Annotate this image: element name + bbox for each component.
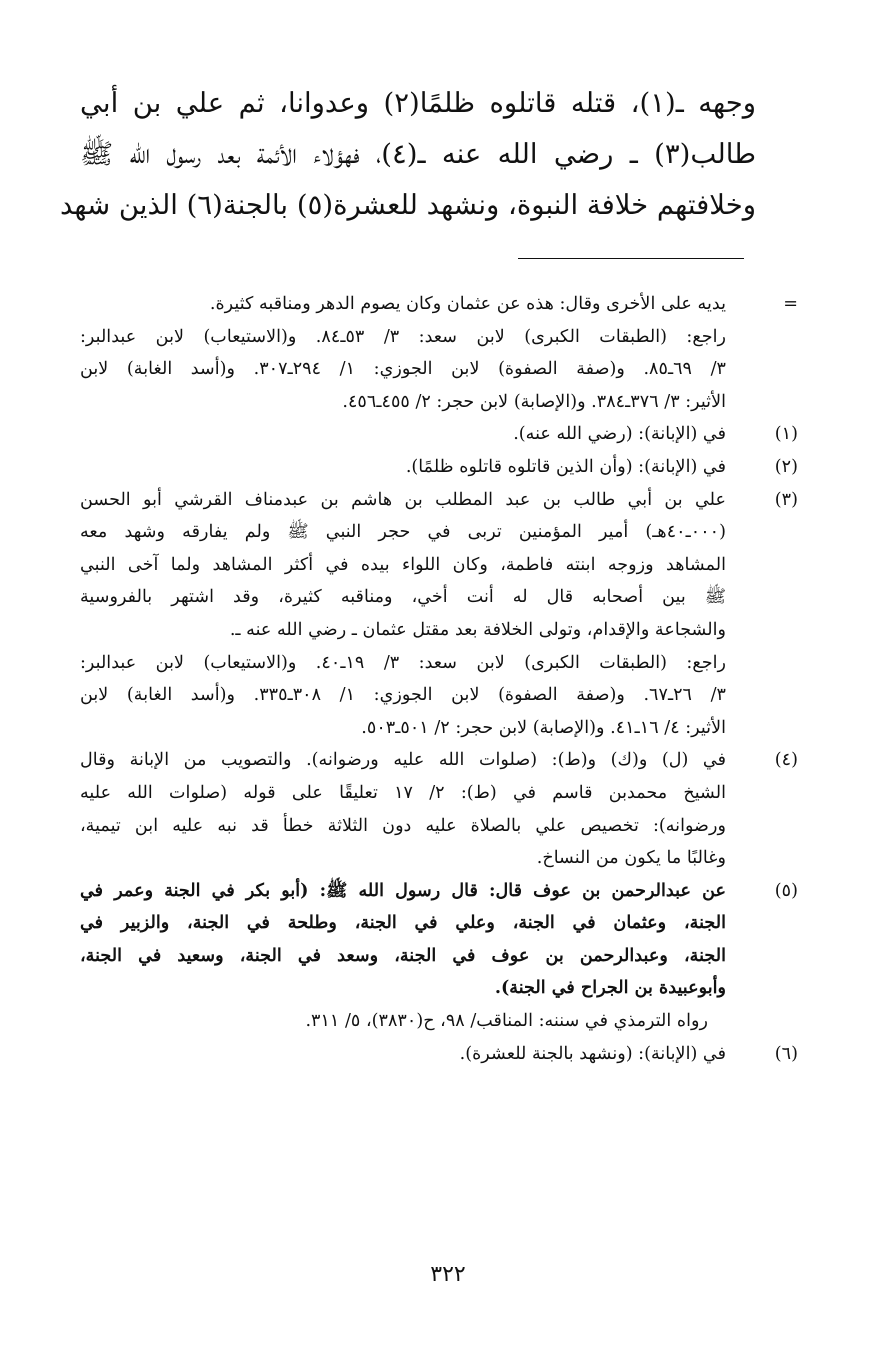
footnote-line: علي بن أبي طالب بن عبد المطلب بن هاشم بن عبدمناف القرشي أبو الحسن <box>80 489 726 510</box>
footnote-line: وأبوعبيدة بن الجراح في الجنة). <box>494 977 726 999</box>
main-text <box>59 78 756 231</box>
footnote-line: رواه الترمذي في سننه: المناقب/ ٩٨، ح(٣٨٣٠)، ٥/ ٣١١. <box>305 1011 708 1032</box>
footnote-line: (٠٠٠ـ٤٠هـ) أمير المؤمنين تربى في حجر النبي ﷺ ولم يفارقه وشهد معه <box>80 522 726 543</box>
footnote-line: وغالبًا ما يكون من النساخ. <box>536 848 726 869</box>
footnote-5 <box>80 875 798 1038</box>
footnote-number: (٣) <box>774 489 798 510</box>
footnote-2 <box>80 451 798 484</box>
page-number: ٣٢٢ <box>430 1262 466 1287</box>
footnote-line: ٣/ ٦٩ـ٨٥. و(صفة الصفوة) لابن الجوزي: ١/ ٢٩٤ـ٣٠٧. و(أسد الغابة) لابن <box>80 359 726 380</box>
footnote-line: في (الإبانة): (وأن الذين قاتلوه قاتلوه ظلمًا). <box>405 456 726 477</box>
footnote-number: (٦) <box>774 1043 798 1064</box>
footnote-number: (٥) <box>774 880 798 901</box>
footnote-3 <box>80 484 798 745</box>
footnote-1 <box>80 418 798 451</box>
main-text-line: وجهه ـ(١)، قتله قاتلوه ظلمًا(٢) وعدوانا، ثم علي بن أبي <box>80 87 756 119</box>
footnote-line: ﷺ بين أصحابه قال له أنت أخي، ومناقبه كثيرة، وقد اشتهر بالفروسية <box>80 587 726 608</box>
main-text-line: وخلافتهم خلافة النبوة، ونشهد للعشرة(٥) بالجنة(٦) الذين شهد <box>59 189 756 221</box>
footnote-line: عن عبدالرحمن بن عوف قال: قال رسول الله ﷺ: (أبو بكر في الجنة وعمر في <box>80 879 726 901</box>
footnote-number: (٤) <box>774 750 798 771</box>
footnote-6 <box>80 1038 798 1071</box>
footnote-continuation <box>80 288 798 418</box>
footnote-number: (١) <box>774 424 798 445</box>
footnote-line: الجنة، وعثمان في الجنة، وعلي في الجنة، وطلحة في الجنة، والزبير في <box>80 912 726 934</box>
continuation-marker: = <box>783 294 798 314</box>
footnote-line: في (الإبانة): (ونشهد بالجنة للعشرة). <box>459 1043 726 1064</box>
footnote-number: (٢) <box>774 456 798 477</box>
footnote-line: راجع: (الطبقات الكبرى) لابن سعد: ٣/ ١٩ـ٤٠. و(الاستيعاب) لابن عبدالبر: <box>80 652 726 673</box>
footnote-line: في (الإبانة): (رضي الله عنه). <box>513 424 726 445</box>
footnote-line: الجنة، وعبدالرحمن بن عوف في الجنة، وسعد في الجنة، وسعيد في الجنة، <box>80 944 726 966</box>
footnote-line: في (ل) و(ك) و(ط): (صلوات الله عليه ورضوانه). والتصويب من الإبانة وقال <box>80 750 726 771</box>
footnotes <box>80 288 798 1070</box>
footnote-line: راجع: (الطبقات الكبرى) لابن سعد: ٣/ ٥٣ـ٨٤. و(الاستيعاب) لابن عبدالبر: <box>80 326 726 347</box>
footnote-4 <box>80 744 798 874</box>
main-text-line: طالب(٣) ـ رضي الله عنه ـ(٤)، فهؤلاء الأئمة بعد رسول الله ﷺ <box>80 138 756 170</box>
footnote-line: ورضوانه): تخصيص علي بالصلاة عليه دون الثلاثة خطأ قد نبه عليه ابن تيمية، <box>80 815 726 836</box>
footnote-separator <box>518 258 744 259</box>
footnote-line: المشاهد وزوجه ابنته فاطمة، وكان اللواء بيده في أكثر المشاهد ولما آخى النبي <box>80 554 726 575</box>
footnote-line: ٣/ ٢٦ـ٦٧. و(صفة الصفوة) لابن الجوزي: ١/ ٣٠٨ـ٣٣٥. و(أسد الغابة) لابن <box>80 685 726 706</box>
footnote-line: الأثير: ٤/ ١٦ـ٤١. و(الإصابة) لابن حجر: ٢/ ٥٠١ـ٥٠٣. <box>361 717 726 738</box>
footnote-line: يديه على الأخرى وقال: هذه عن عثمان وكان يصوم الدهر ومناقبه كثيرة. <box>209 294 726 314</box>
footnote-line: الشيخ محمدبن قاسم في (ط): ٢/ ١٧ تعليقًا على قوله (صلوات الله عليه <box>80 782 726 803</box>
footnote-line: الأثير: ٣/ ٣٧٦ـ٣٨٤. و(الإصابة) لابن حجر: ٢/ ٤٥٥ـ٤٥٦. <box>342 391 726 412</box>
footnote-line: والشجاعة والإقدام، وتولى الخلافة بعد مقتل عثمان ـ رضي الله عنه ـ. <box>229 619 726 640</box>
